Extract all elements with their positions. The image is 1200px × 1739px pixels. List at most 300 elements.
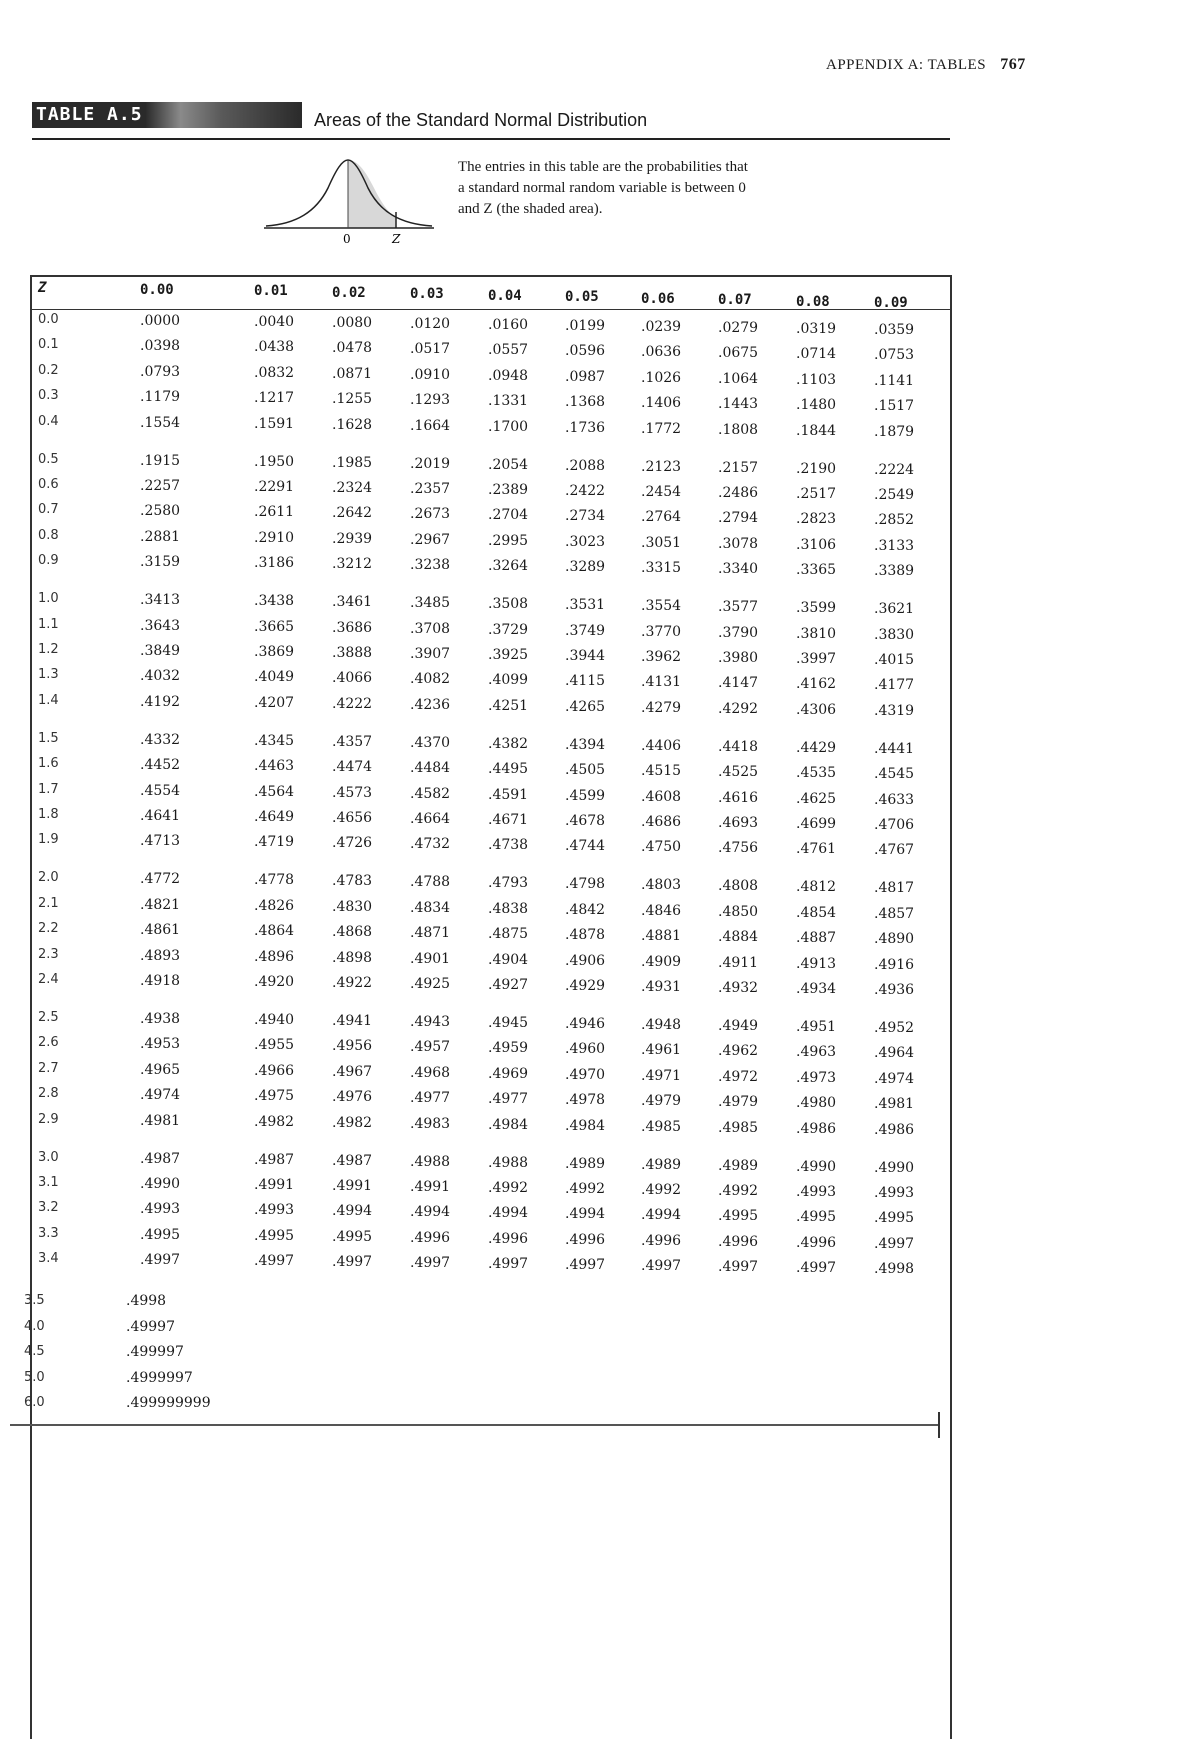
table-cell: .4564 bbox=[254, 783, 295, 800]
table-cell: .4656 bbox=[332, 810, 373, 826]
table-cell: .0478 bbox=[332, 340, 373, 357]
table-cell: .4192 bbox=[140, 693, 181, 710]
table-cell: .1517 bbox=[874, 398, 915, 415]
table-cell: .4997 bbox=[565, 1257, 606, 1274]
table-cell: .4756 bbox=[718, 840, 759, 857]
table-cell: .4929 bbox=[565, 978, 606, 994]
table-cell: .4838 bbox=[488, 900, 529, 917]
table-cell: .4997 bbox=[140, 1252, 181, 1269]
table-cell: .4981 bbox=[874, 1096, 915, 1113]
running-head-text: APPENDIX A: TABLES bbox=[826, 57, 987, 73]
table-cell: .2823 bbox=[796, 511, 837, 528]
table-cell: .2995 bbox=[488, 532, 529, 549]
table-cell: .4881 bbox=[641, 928, 682, 945]
table-cell: .4525 bbox=[718, 764, 759, 781]
table-cell: .0120 bbox=[410, 316, 451, 332]
row-z-value: 0.1 bbox=[38, 337, 59, 353]
row-z-value: 2.9 bbox=[38, 1111, 59, 1127]
table-cell: .3186 bbox=[254, 555, 295, 572]
row-z-value: 1.8 bbox=[38, 807, 59, 822]
table-cell: .4978 bbox=[565, 1092, 606, 1109]
extra-row-cell: .499997 bbox=[126, 1344, 184, 1360]
table-cell: .4987 bbox=[140, 1150, 181, 1167]
table-cell: .4906 bbox=[565, 952, 606, 969]
table-cell: .4995 bbox=[718, 1208, 759, 1225]
table-cell: .3997 bbox=[796, 651, 837, 667]
table-cell: .3708 bbox=[410, 620, 451, 637]
table-cell: .4726 bbox=[332, 835, 373, 852]
table-cell: .2454 bbox=[641, 484, 682, 500]
table-cell: .0319 bbox=[796, 321, 837, 337]
table-cell: .0636 bbox=[641, 344, 682, 361]
table-cell: .2611 bbox=[254, 504, 295, 521]
table-cell: .4988 bbox=[488, 1154, 529, 1171]
table-cell: .4582 bbox=[410, 785, 451, 802]
table-cell: .4981 bbox=[140, 1112, 181, 1129]
extra-row-z-value: 5.0 bbox=[24, 1369, 45, 1385]
normal-curve-figure bbox=[262, 152, 442, 244]
table-cell: .2389 bbox=[488, 482, 529, 498]
table-cell: .3212 bbox=[332, 556, 373, 573]
table-cell: .2764 bbox=[641, 509, 682, 526]
table-cell: .4986 bbox=[796, 1120, 837, 1137]
header-col-0.05: 0.05 bbox=[565, 289, 599, 305]
table-cell: .4916 bbox=[874, 956, 915, 973]
table-cell: .3531 bbox=[565, 597, 606, 614]
table-cell: .4884 bbox=[718, 929, 759, 946]
table-cell: .3078 bbox=[718, 535, 759, 552]
table-cell: .4783 bbox=[332, 873, 373, 890]
table-cell: .4970 bbox=[565, 1066, 606, 1083]
table-cell: .4997 bbox=[488, 1256, 529, 1273]
table-cell: .4989 bbox=[641, 1156, 682, 1173]
table-cell: .2580 bbox=[140, 503, 181, 520]
table-cell: .4977 bbox=[410, 1090, 451, 1107]
table-cell: .0714 bbox=[796, 346, 837, 363]
header-col-0.08: 0.08 bbox=[796, 293, 830, 310]
table-cell: .4861 bbox=[140, 922, 181, 939]
table-cell: .2642 bbox=[332, 505, 373, 522]
table-cell: .4821 bbox=[140, 896, 181, 913]
row-z-value: 2.8 bbox=[38, 1086, 59, 1102]
table-cell: .3461 bbox=[332, 594, 373, 611]
table-cell: .4991 bbox=[254, 1177, 295, 1193]
table-cell: .3051 bbox=[641, 534, 682, 551]
table-cell: .4738 bbox=[488, 837, 529, 854]
table-cell: .2257 bbox=[140, 478, 181, 494]
table-cell: .4925 bbox=[410, 976, 451, 992]
table-cell: .0675 bbox=[718, 345, 759, 362]
table-cell: .4994 bbox=[410, 1204, 451, 1221]
table-cell: .4984 bbox=[488, 1116, 529, 1133]
extra-row-cell: .49997 bbox=[126, 1318, 175, 1335]
table-cell: .4965 bbox=[140, 1061, 181, 1078]
table-cell: .1664 bbox=[410, 417, 451, 434]
row-z-value: 1.7 bbox=[38, 781, 59, 797]
row-z-value: 3.4 bbox=[38, 1251, 59, 1267]
table-cell: .4984 bbox=[565, 1117, 606, 1134]
table-cell: .3643 bbox=[140, 617, 181, 634]
table-cell: .3599 bbox=[796, 600, 837, 617]
table-cell: .4817 bbox=[874, 880, 915, 897]
table-cell: .4961 bbox=[641, 1042, 682, 1059]
table-cell: .4990 bbox=[796, 1158, 837, 1175]
row-z-value: 2.6 bbox=[38, 1035, 59, 1051]
table-cell: .1103 bbox=[796, 371, 837, 388]
table-cell: .4830 bbox=[332, 898, 373, 915]
table-cell: .4649 bbox=[254, 809, 295, 825]
table-cell: .4994 bbox=[488, 1205, 529, 1222]
table-cell: .4993 bbox=[254, 1202, 295, 1219]
table-cell: .2794 bbox=[718, 510, 759, 527]
table-cell: .3686 bbox=[332, 619, 373, 636]
table-cell: .3907 bbox=[410, 646, 451, 662]
table-cell: .4986 bbox=[874, 1121, 915, 1138]
header-z: Z bbox=[38, 280, 47, 296]
table-cell: .4997 bbox=[718, 1259, 759, 1276]
table-cell: .4812 bbox=[796, 879, 837, 896]
table-cell: .4920 bbox=[254, 974, 295, 990]
table-cell: .4871 bbox=[410, 925, 451, 942]
table-cell: .4370 bbox=[410, 734, 451, 751]
table-cell: .4251 bbox=[488, 697, 529, 714]
extra-row-z-value: 6.0 bbox=[24, 1395, 45, 1410]
table-cell: .4991 bbox=[410, 1179, 451, 1195]
table-label: TABLE A.5 bbox=[36, 104, 143, 125]
table-cell: .4904 bbox=[488, 951, 529, 968]
table-cell: .4664 bbox=[410, 811, 451, 827]
table-cell: .4222 bbox=[332, 695, 373, 712]
table-cell: .4977 bbox=[488, 1091, 529, 1108]
table-cell: .2852 bbox=[874, 512, 915, 529]
table-cell: .4957 bbox=[410, 1039, 451, 1056]
table-cell: .4778 bbox=[254, 872, 295, 889]
table-cell: .3980 bbox=[718, 650, 759, 666]
table-cell: .3830 bbox=[874, 626, 915, 643]
table-cell: .3962 bbox=[641, 649, 682, 665]
extra-row-cell: .4998 bbox=[126, 1293, 167, 1309]
table-caption: The entries in this table are the probabilities that a standard normal random variable is between 0 and Z (the shaded area). bbox=[458, 159, 748, 217]
table-cell: .4554 bbox=[140, 782, 181, 799]
table-cell: .4911 bbox=[718, 954, 759, 971]
table-cell: .1950 bbox=[254, 453, 295, 470]
table-cell: .4082 bbox=[410, 671, 451, 688]
page-number: 767 bbox=[1000, 56, 1026, 73]
table-cell: .4686 bbox=[641, 814, 682, 830]
table-cell: .4441 bbox=[874, 740, 915, 757]
table-cell: .4945 bbox=[488, 1015, 529, 1031]
row-z-value: 1.4 bbox=[38, 692, 59, 708]
table-cell: .4887 bbox=[796, 930, 837, 947]
table-cell: .0040 bbox=[254, 314, 295, 330]
table-cell: .4713 bbox=[140, 833, 181, 850]
table-cell: .4941 bbox=[332, 1013, 373, 1029]
table-cell: .3508 bbox=[488, 596, 529, 613]
table-cell: .4474 bbox=[332, 759, 373, 776]
table-cell: .4996 bbox=[410, 1229, 451, 1246]
table-cell: .1293 bbox=[410, 392, 451, 409]
table-cell: .1026 bbox=[641, 369, 682, 386]
table-cell: .1808 bbox=[718, 421, 759, 438]
table-cell: .4971 bbox=[641, 1067, 682, 1084]
table-cell: .2881 bbox=[140, 528, 181, 545]
table-cell: .2734 bbox=[565, 508, 606, 525]
table-cell: .4788 bbox=[410, 874, 451, 891]
table-cell: .3264 bbox=[488, 558, 529, 575]
table-cell: .4969 bbox=[488, 1065, 529, 1082]
table-cell: .2673 bbox=[410, 506, 451, 523]
table-cell: .4015 bbox=[874, 652, 915, 668]
table-cell: .1331 bbox=[488, 393, 529, 410]
table-cell: .2704 bbox=[488, 507, 529, 524]
table-cell: .4991 bbox=[332, 1178, 373, 1194]
extra-row-cell: .499999999 bbox=[126, 1395, 211, 1411]
table-cell: .4382 bbox=[488, 735, 529, 752]
table-cell: .4767 bbox=[874, 842, 915, 859]
row-z-value: 2.7 bbox=[38, 1060, 59, 1076]
table-cell: .3925 bbox=[488, 647, 529, 663]
table-cell: .4793 bbox=[488, 875, 529, 892]
table-cell: .4857 bbox=[874, 905, 915, 922]
table-cell: .4989 bbox=[718, 1157, 759, 1174]
table-cell: .2939 bbox=[332, 530, 373, 547]
table-cell: .4678 bbox=[565, 813, 606, 829]
table-cell: .4826 bbox=[254, 897, 295, 914]
running-head bbox=[826, 56, 1026, 74]
table-cell: .3810 bbox=[796, 625, 837, 642]
table-cell: .4706 bbox=[874, 817, 915, 833]
table-cell: .4207 bbox=[254, 694, 295, 711]
table-cell: .4996 bbox=[641, 1232, 682, 1249]
table-cell: .4115 bbox=[565, 673, 606, 690]
table-cell: .1591 bbox=[254, 415, 295, 432]
table-cell: .4988 bbox=[410, 1153, 451, 1170]
table-cell: .4406 bbox=[641, 737, 682, 754]
row-z-value: 2.1 bbox=[38, 895, 59, 911]
table-cell: .4962 bbox=[718, 1043, 759, 1060]
header-col-0.01: 0.01 bbox=[254, 283, 288, 299]
table-cell: .4972 bbox=[718, 1068, 759, 1085]
table-cell: .2054 bbox=[488, 456, 529, 473]
table-cell: .0080 bbox=[332, 315, 373, 331]
table-cell: .0239 bbox=[641, 319, 682, 335]
table-cell: .3729 bbox=[488, 621, 529, 638]
table-title: Areas of the Standard Normal Distribution bbox=[314, 110, 648, 130]
table-cell: .4345 bbox=[254, 732, 295, 749]
table-cell: .4875 bbox=[488, 926, 529, 943]
table-cell: .4699 bbox=[796, 816, 837, 832]
table-cell: .4693 bbox=[718, 815, 759, 831]
row-z-value: 1.9 bbox=[38, 832, 59, 848]
table-cell: .4846 bbox=[641, 902, 682, 919]
table-bottom-rule bbox=[10, 1424, 940, 1426]
table-cell: .4996 bbox=[718, 1233, 759, 1250]
table-cell: .4985 bbox=[641, 1118, 682, 1135]
table-cell: .4994 bbox=[641, 1207, 682, 1224]
table-cell: .4131 bbox=[641, 674, 682, 691]
row-z-value: 3.1 bbox=[38, 1175, 59, 1190]
table-cell: .2486 bbox=[718, 485, 759, 501]
table-cell: .4616 bbox=[718, 789, 759, 806]
table-cell: .4719 bbox=[254, 834, 295, 851]
table-cell: .4995 bbox=[796, 1209, 837, 1226]
table-cell: .3749 bbox=[565, 622, 606, 639]
table-cell: .3023 bbox=[565, 533, 606, 550]
table-cell: .2910 bbox=[254, 529, 295, 546]
table-cell: .2019 bbox=[410, 455, 451, 472]
table-cell: .1879 bbox=[874, 423, 915, 440]
table-cell: .3438 bbox=[254, 593, 295, 610]
table-cell: .4927 bbox=[488, 977, 529, 993]
figure-label-zero: 0 bbox=[343, 232, 351, 244]
table-cell: .4993 bbox=[796, 1184, 837, 1200]
table-cell: .2549 bbox=[874, 487, 915, 503]
table-cell: .4936 bbox=[874, 982, 915, 998]
row-z-value: 3.2 bbox=[38, 1200, 59, 1216]
table-cell: .3159 bbox=[140, 554, 181, 571]
table-cell: .0948 bbox=[488, 367, 529, 384]
table-cell: .4890 bbox=[874, 931, 915, 948]
table-cell: .4049 bbox=[254, 669, 295, 686]
table-cell: .0000 bbox=[140, 313, 181, 329]
table-cell: .2967 bbox=[410, 531, 451, 548]
table-cell: .1554 bbox=[140, 414, 181, 431]
table-cell: .4997 bbox=[332, 1254, 373, 1271]
table-cell: .4608 bbox=[641, 788, 682, 805]
table-cell: .4306 bbox=[796, 701, 837, 718]
table-cell: .4987 bbox=[332, 1152, 373, 1169]
table-cell: .4995 bbox=[254, 1227, 295, 1244]
table-cell: .4864 bbox=[254, 923, 295, 940]
table-cell: .4909 bbox=[641, 953, 682, 970]
table-cell: .4913 bbox=[796, 955, 837, 972]
table-cell: .4992 bbox=[565, 1181, 606, 1197]
table-cell: .3238 bbox=[410, 557, 451, 574]
table-cell: .4979 bbox=[641, 1093, 682, 1110]
table-cell: .4949 bbox=[718, 1018, 759, 1034]
row-z-value: 0.3 bbox=[38, 388, 59, 404]
table-cell: .1628 bbox=[332, 416, 373, 433]
row-z-value: 1.6 bbox=[38, 756, 59, 772]
table-cell: .3944 bbox=[565, 648, 606, 664]
table-cell: .4803 bbox=[641, 877, 682, 894]
title-rule bbox=[32, 138, 950, 140]
table-cell: .4279 bbox=[641, 699, 682, 716]
table-cell: .4974 bbox=[140, 1087, 181, 1104]
table-cell: .4515 bbox=[641, 763, 682, 780]
table-cell: .4997 bbox=[874, 1235, 915, 1252]
table-cell: .4989 bbox=[565, 1155, 606, 1172]
row-z-value: 3.3 bbox=[38, 1225, 59, 1241]
table-cell: .0753 bbox=[874, 347, 915, 364]
table-cell: .4868 bbox=[332, 924, 373, 941]
table-cell: .4983 bbox=[410, 1115, 451, 1132]
table-cell: .3665 bbox=[254, 618, 295, 635]
header-col-0.09: 0.09 bbox=[874, 295, 908, 311]
table-cell: .0910 bbox=[410, 366, 451, 383]
table-cell: .4979 bbox=[718, 1094, 759, 1111]
table-cell: .4732 bbox=[410, 836, 451, 853]
table-cell: .4985 bbox=[718, 1119, 759, 1136]
table-cell: .4959 bbox=[488, 1040, 529, 1057]
table-cell: .0199 bbox=[565, 318, 606, 334]
table-cell: .4772 bbox=[140, 871, 181, 888]
table-cell: .4625 bbox=[796, 790, 837, 807]
header-col-0.00: 0.00 bbox=[140, 281, 174, 298]
table-cell: .3577 bbox=[718, 599, 759, 616]
table-cell: .4982 bbox=[332, 1114, 373, 1131]
table-cell: .4761 bbox=[796, 841, 837, 858]
table-cell: .1443 bbox=[718, 396, 759, 413]
table-cell: .4177 bbox=[874, 677, 915, 694]
table-cell: .0832 bbox=[254, 364, 295, 381]
table-cell: .4987 bbox=[254, 1151, 295, 1168]
table-cell: .3621 bbox=[874, 601, 915, 618]
table-cell: .4948 bbox=[641, 1017, 682, 1033]
table-cell: .4997 bbox=[254, 1253, 295, 1270]
header-col-0.06: 0.06 bbox=[641, 290, 675, 307]
table-cell: .2324 bbox=[332, 480, 373, 496]
extra-row-z-value: 4.0 bbox=[24, 1318, 45, 1334]
table-cell: .3849 bbox=[140, 643, 181, 659]
table-cell: .4671 bbox=[488, 812, 529, 828]
extra-row-cell: .4999997 bbox=[126, 1369, 193, 1386]
table-cell: .4995 bbox=[332, 1228, 373, 1245]
table-cell: .4463 bbox=[254, 758, 295, 775]
table-cell: .4573 bbox=[332, 784, 373, 801]
table-cell: .4808 bbox=[718, 878, 759, 895]
table-cell: .2088 bbox=[565, 457, 606, 474]
table-cell: .4990 bbox=[140, 1176, 181, 1192]
table-cell: .4896 bbox=[254, 948, 295, 965]
table-cell: .4641 bbox=[140, 808, 181, 824]
table-cell: .4968 bbox=[410, 1064, 451, 1081]
table-cell: .4974 bbox=[874, 1070, 915, 1087]
table-cell: .4993 bbox=[140, 1201, 181, 1218]
table-cell: .4992 bbox=[718, 1183, 759, 1199]
table-cell: .3770 bbox=[641, 623, 682, 640]
table-cell: .4973 bbox=[796, 1069, 837, 1086]
table-cell: .4798 bbox=[565, 876, 606, 893]
row-z-value: 3.0 bbox=[38, 1149, 59, 1165]
table-cell: .4931 bbox=[641, 979, 682, 995]
table-cell: .4893 bbox=[140, 947, 181, 964]
table-cell: .3790 bbox=[718, 624, 759, 641]
table-cell: .4992 bbox=[488, 1180, 529, 1196]
table-cell: .4545 bbox=[874, 766, 915, 783]
table-cell: .4966 bbox=[254, 1062, 295, 1079]
table-cell: .1480 bbox=[796, 397, 837, 414]
row-z-value: 0.6 bbox=[38, 477, 59, 492]
table-cell: .0160 bbox=[488, 317, 529, 333]
table-cell: .4952 bbox=[874, 1020, 915, 1036]
table-cell: .4946 bbox=[565, 1016, 606, 1032]
table-cell: .0359 bbox=[874, 322, 915, 338]
table-cell: .3869 bbox=[254, 644, 295, 660]
table-bottom-corner bbox=[938, 1412, 940, 1438]
table-cell: .4357 bbox=[332, 733, 373, 750]
table-cell: .3133 bbox=[874, 537, 915, 554]
table-cell: .4955 bbox=[254, 1037, 295, 1054]
table-cell: .1179 bbox=[140, 389, 181, 406]
table-cell: .4982 bbox=[254, 1113, 295, 1130]
row-z-value: 0.8 bbox=[38, 527, 59, 543]
table-cell: .4834 bbox=[410, 899, 451, 916]
table-cell: .4934 bbox=[796, 981, 837, 997]
table-cell: .4744 bbox=[565, 838, 606, 855]
table-cell: .4980 bbox=[796, 1095, 837, 1112]
table-cell: .4967 bbox=[332, 1063, 373, 1080]
